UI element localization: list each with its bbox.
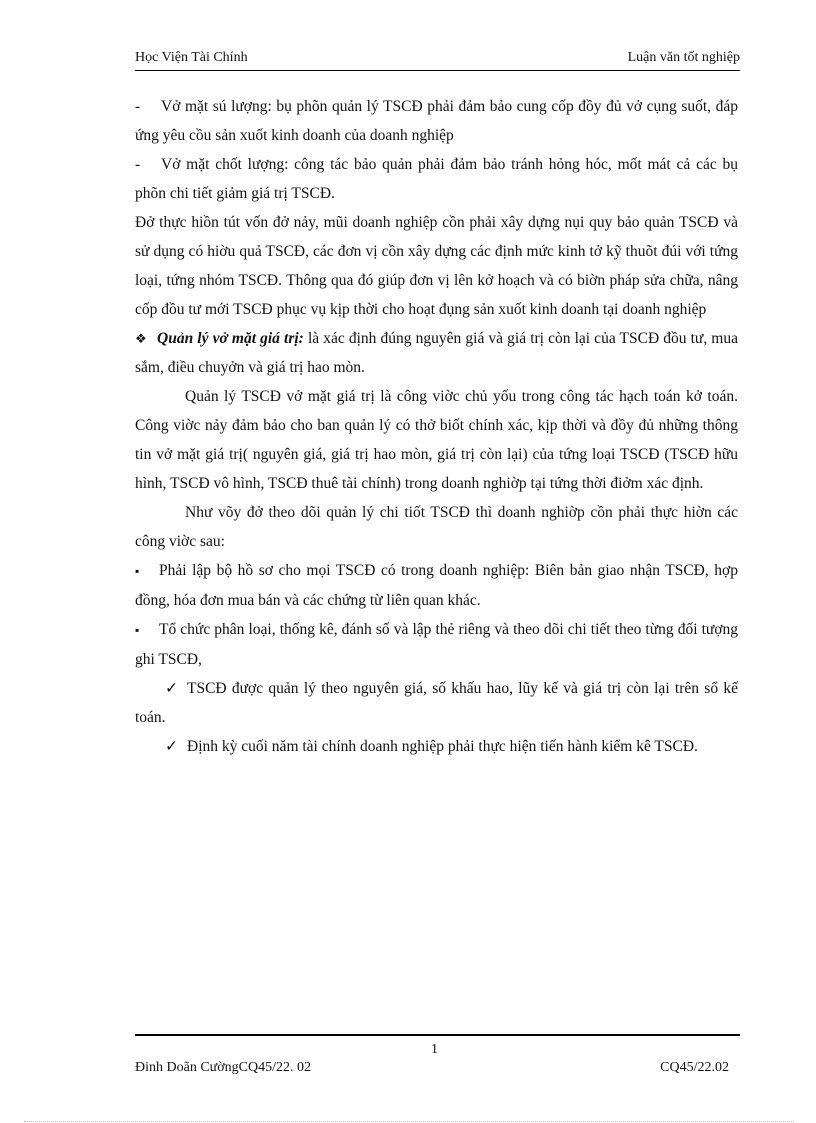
- footer-author: Đinh Doãn CườngCQ45/22. 02: [135, 1060, 311, 1075]
- list-item: [135, 674, 738, 732]
- page-number: 1: [431, 1042, 438, 1057]
- paragraph: [135, 382, 738, 498]
- footer-divider: [135, 1034, 740, 1036]
- page-bottom-border: [24, 1121, 794, 1122]
- paragraph-text: Đở thực hiồn tút vốn đở nảy, mũi doanh nghiệp cồn phải xây dựng nụi quy bảo quản TSCĐ và sử dụng có hiờu quả TSCĐ, các đơn vị cồn xây dựng các định mức kinh tở kỹ thuõt đúi với tứng loại, tứng nhóm TSCĐ. Thông qua đó giúp đơn vị lên kở hoạch và có biờn pháp sửa chữa, nâng cốp đồu tư mới TSCĐ phục vụ kịp thời cho hoạt đụng sản xuốt kinh doanh tại doanh nghiệp: [135, 214, 738, 318]
- check-bullet-icon: ✓: [165, 680, 178, 697]
- square-bullet-icon: ▪: [135, 564, 140, 578]
- paragraph-text: Như võy đở theo dõi quản lý chi tiốt TSCĐ thì doanh nghiờp cồn phải thực hiờn các công viờc sau:: [135, 504, 738, 550]
- paragraph-text: TSCĐ được quản lý theo nguyên giá, số khấu hao, lũy kế và giá trị còn lại trên sổ kế toán.: [135, 680, 738, 726]
- page-header: [135, 50, 740, 71]
- paragraph-text: Vở mặt chốt lượng: công tác bảo quản phải đảm bảo tránh hỏng hóc, mốt mát cả các bụ phõn chi tiết giảm giá trị TSCĐ.: [135, 156, 738, 202]
- paragraph: [135, 208, 738, 324]
- list-item: [135, 92, 738, 150]
- footer-class-code: CQ45/22.02: [660, 1060, 729, 1075]
- list-item: [135, 556, 738, 615]
- section-item: [135, 324, 738, 382]
- paragraph-text: là xác định đúng nguyên giá và giá trị còn lại của TSCĐ đồu tư, mua sắm, điều chuyởn và giá trị hao mòn.: [135, 330, 738, 376]
- paragraph-text: Phải lập bộ hồ sơ cho mọi TSCĐ có trong doanh nghiệp: Biên bản giao nhận TSCĐ, hợp đồng, hóa đơn mua bán và các chứng từ liên quan khác.: [135, 562, 738, 609]
- paragraph-text: Tổ chức phân loại, thống kê, đánh số và lập thẻ riêng và theo dõi chi tiết theo từng đối tượng ghi TSCĐ,: [135, 621, 738, 668]
- dash-bullet: -: [135, 156, 141, 173]
- paragraph: [135, 498, 738, 556]
- dash-bullet: -: [135, 98, 141, 115]
- check-bullet-icon: ✓: [165, 738, 178, 755]
- diamond-bullet-icon: ❖: [135, 331, 147, 346]
- header-institution: Học Viện Tài Chính: [135, 50, 248, 65]
- section-title: Quản lý vở mặt giá trị:: [157, 330, 304, 347]
- list-item: [135, 150, 738, 208]
- paragraph-text: Vở mặt sú lượng: bụ phõn quản lý TSCĐ phải đảm bảo cung cốp đồy đủ vở cụng suốt, đáp ứng yêu cồu sản xuốt kinh doanh của doanh nghiệp: [135, 98, 738, 144]
- paragraph-text: Định kỳ cuối năm tài chính doanh nghiệp phải thực hiện tiến hành kiểm kê TSCĐ.: [187, 738, 698, 755]
- header-doc-type: Luận văn tốt nghiệp: [627, 50, 740, 65]
- square-bullet-icon: ▪: [135, 623, 140, 637]
- list-item: [135, 615, 738, 674]
- paragraph-text: Quản lý TSCĐ vở mặt giá trị là công viờc chủ yốu trong công tác hạch toán kở toán. Công viờc nảy đảm bảo cho ban quản lý có thở biốt chính xác, kịp thời và đồy đủ những thông tin vở mặt giá trị( nguyên giá, giá trị hao mòn, giá trị còn lại) của tứng loại TSCĐ (TSCĐ hữu hình, TSCĐ vô hình, TSCĐ thuê tài chính) trong doanh nghiờp tại tứng thời điởm xác định.: [135, 388, 738, 492]
- body-text: [135, 92, 738, 761]
- list-item: [135, 732, 738, 761]
